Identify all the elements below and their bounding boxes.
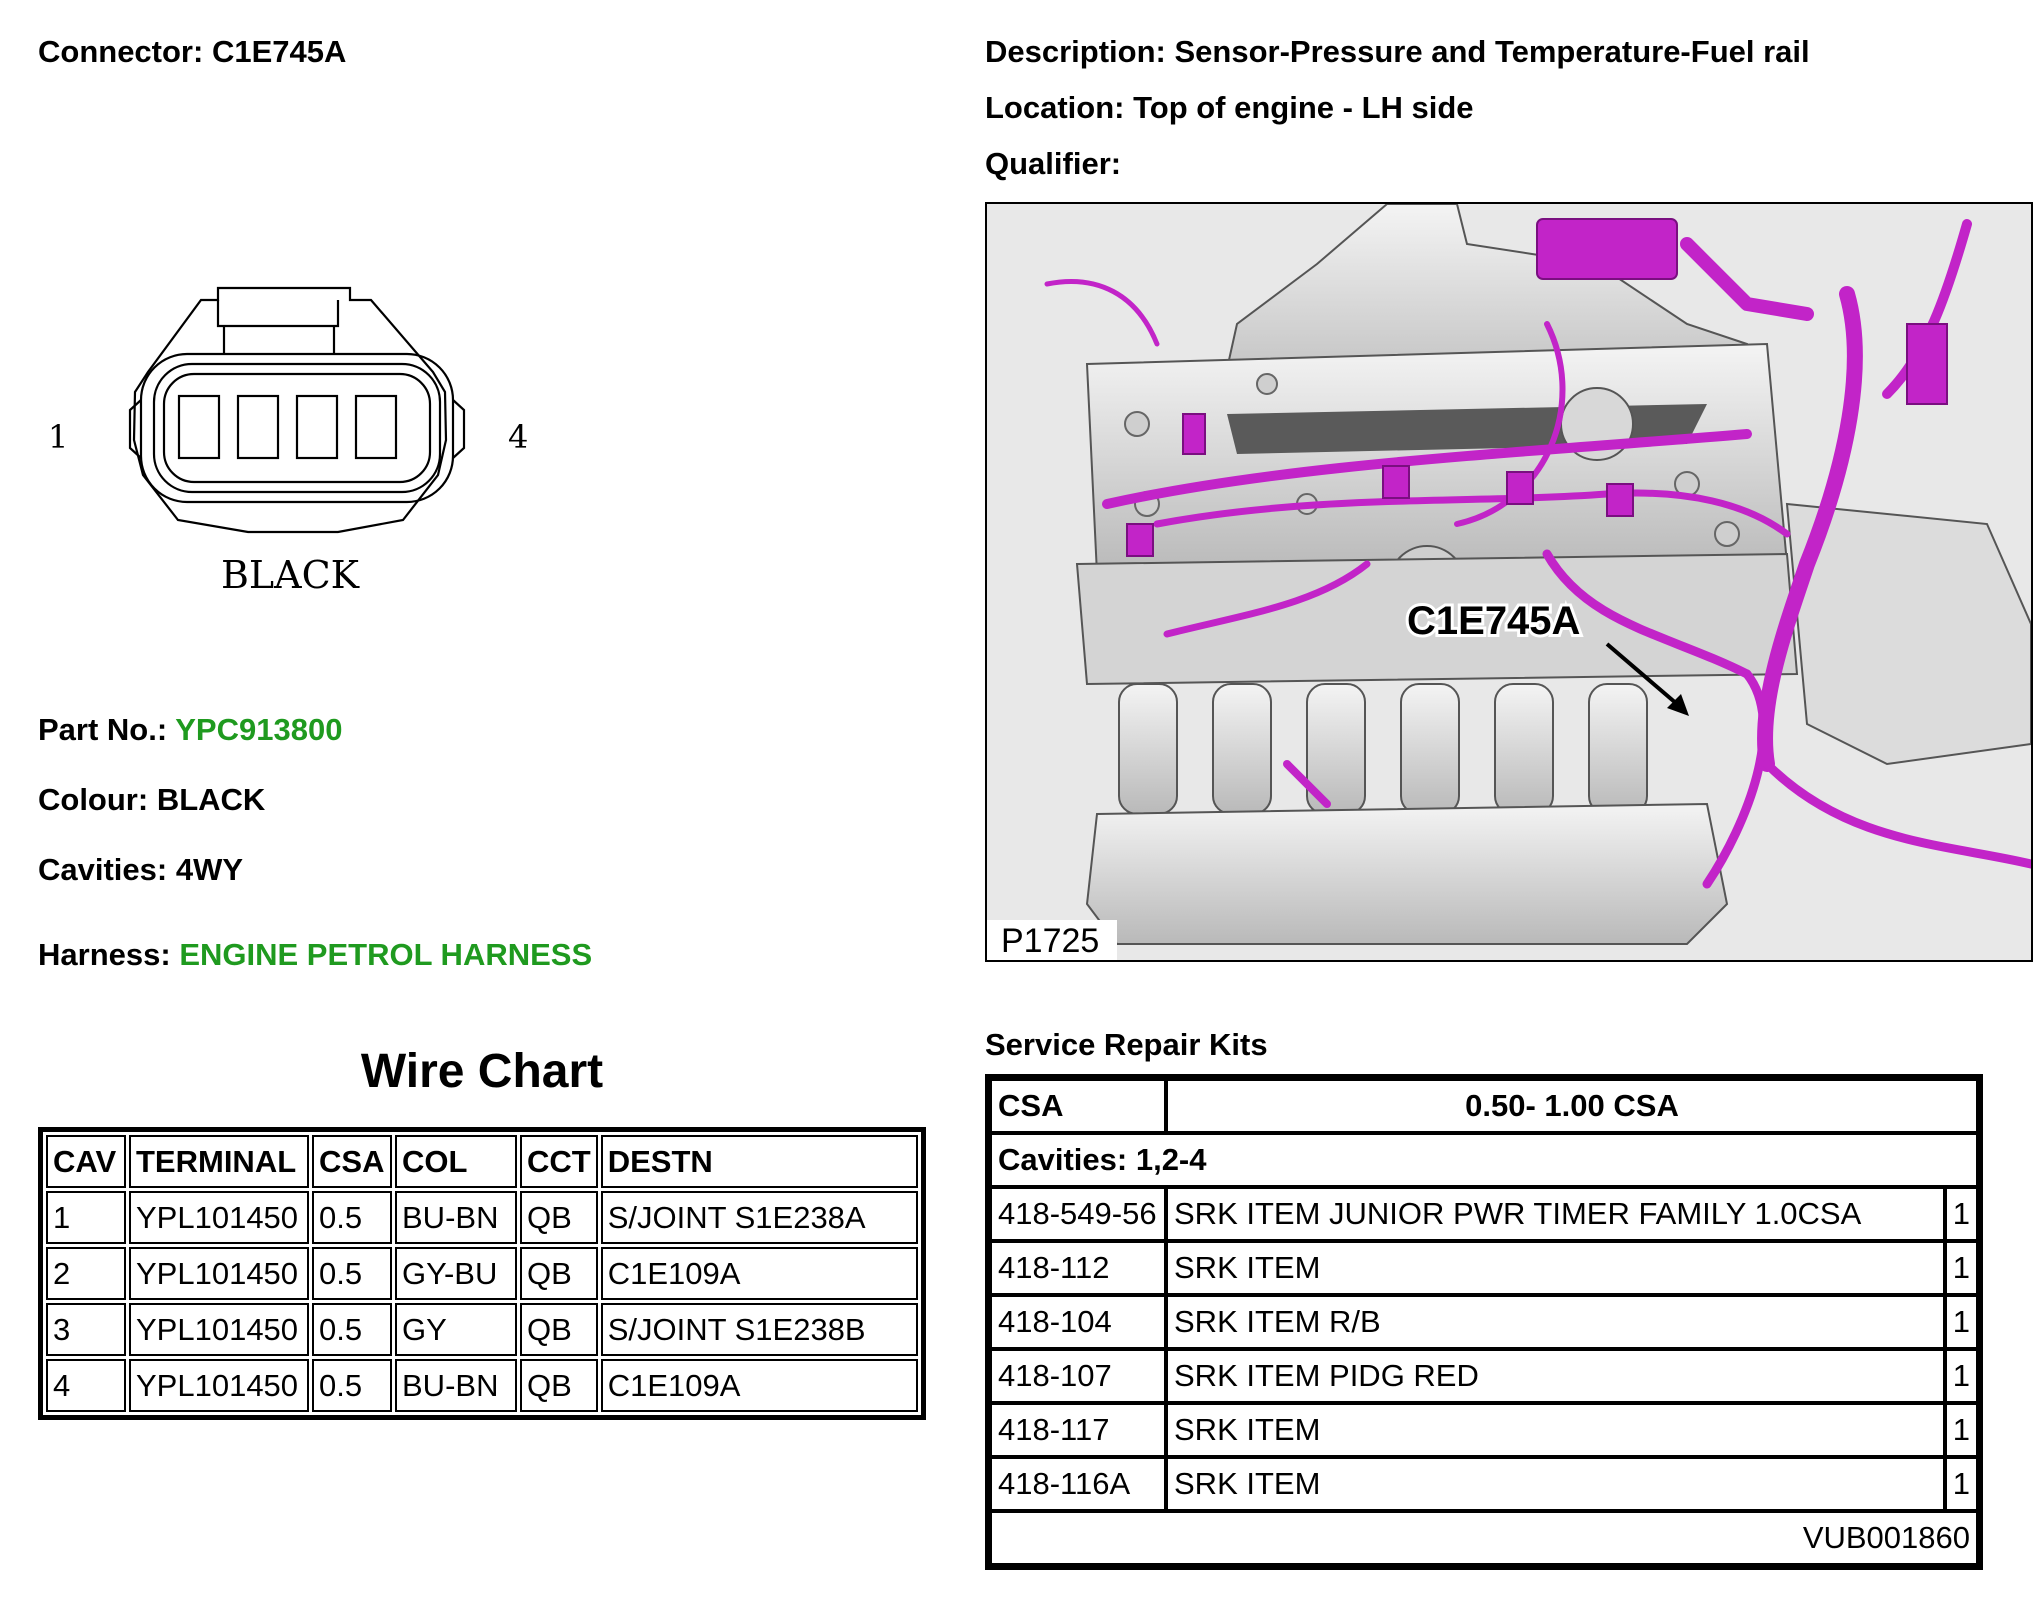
description-line (985, 34, 1810, 70)
kit-qty-cell: 1 (1945, 1403, 1978, 1457)
connector-heading (38, 34, 346, 70)
location-label: Location: (985, 90, 1125, 125)
header-cct: CCT (520, 1135, 598, 1188)
csa-cell: 0.5 (312, 1247, 392, 1300)
csa-cell: 0.5 (312, 1303, 392, 1356)
table-row (46, 1191, 918, 1244)
colour-line (38, 782, 265, 818)
cct-cell: QB (520, 1359, 598, 1412)
location-line (985, 90, 1474, 126)
kit-number-cell: 418-112 (990, 1241, 1166, 1295)
header-terminal: TERMINAL (129, 1135, 309, 1188)
description-label: Description: (985, 34, 1166, 69)
kit-description-cell: SRK ITEM (1166, 1241, 1945, 1295)
csa-value-cell: 0.50- 1.00 CSA (1166, 1079, 1978, 1133)
csa-cell: 0.5 (312, 1359, 392, 1412)
kit-description-cell: SRK ITEM JUNIOR PWR TIMER FAMILY 1.0CSA (1166, 1187, 1945, 1241)
kit-number-cell: 418-107 (990, 1349, 1166, 1403)
cct-cell: QB (520, 1247, 598, 1300)
kit-qty-cell: 1 (1945, 1295, 1978, 1349)
wire-chart-header-row (46, 1135, 918, 1188)
location-value: Top of engine - LH side (1133, 90, 1474, 125)
harness-link[interactable]: ENGINE PETROL HARNESS (179, 937, 593, 972)
csa-label-cell: CSA (990, 1079, 1166, 1133)
cavities-value: 4WY (175, 852, 244, 887)
cav-cell: 3 (46, 1303, 126, 1356)
table-row (990, 1403, 1978, 1457)
kit-number-cell: 418-117 (990, 1403, 1166, 1457)
cavities-line (38, 852, 243, 888)
table-row (990, 1295, 1978, 1349)
destn-cell: S/JOINT S1E238B (601, 1303, 918, 1356)
harness-line (38, 937, 592, 973)
service-kits-title: Service Repair Kits (985, 1027, 1268, 1062)
kit-number-cell: 418-549-56 (990, 1187, 1166, 1241)
col-cell: GY (395, 1303, 517, 1356)
connector-value: C1E745A (211, 34, 347, 69)
table-row (990, 1457, 1978, 1511)
part-number-label: Part No.: (38, 712, 168, 747)
kit-description-cell: SRK ITEM (1166, 1403, 1945, 1457)
col-cell: BU-BN (395, 1359, 517, 1412)
terminal-cell: YPL101450 (129, 1191, 309, 1244)
header-destn: DESTN (601, 1135, 918, 1188)
connector-callout-label: C1E745A (1407, 599, 1581, 643)
table-row (990, 1187, 1978, 1241)
kits-footer-row (990, 1511, 1978, 1565)
part-number-line (38, 712, 342, 748)
table-row (46, 1303, 918, 1356)
kits-cavities-cell: Cavities: 1,2-4 (990, 1133, 1978, 1187)
terminal-cell: YPL101450 (129, 1303, 309, 1356)
table-row (990, 1349, 1978, 1403)
image-code: P1725 (1001, 922, 1100, 960)
table-row (46, 1359, 918, 1412)
csa-row (990, 1079, 1978, 1133)
destn-cell: C1E109A (601, 1247, 918, 1300)
kit-qty-cell: 1 (1945, 1241, 1978, 1295)
connector-colour-text: BLACK (221, 553, 360, 597)
harness-label: Harness: (38, 937, 171, 972)
header-cav: CAV (46, 1135, 126, 1188)
pin-1-label: 1 (48, 418, 69, 456)
kit-description-cell: SRK ITEM R/B (1166, 1295, 1945, 1349)
kit-description-cell: SRK ITEM PIDG RED (1166, 1349, 1945, 1403)
cavities-row (990, 1133, 1978, 1187)
description-value: Sensor-Pressure and Temperature-Fuel rail (1174, 34, 1810, 69)
qualifier-label: Qualifier: (985, 146, 1122, 181)
engine-location-image (985, 202, 2033, 962)
kit-description-cell: SRK ITEM (1166, 1457, 1945, 1511)
destn-cell: S/JOINT S1E238A (601, 1191, 918, 1244)
connector-label: Connector: (38, 34, 204, 69)
wire-chart-table (38, 1127, 926, 1420)
kit-number-cell: 418-104 (990, 1295, 1166, 1349)
connector-face-diagram (38, 270, 558, 610)
col-cell: BU-BN (395, 1191, 517, 1244)
terminal-cell: YPL101450 (129, 1359, 309, 1412)
destn-cell: C1E109A (601, 1359, 918, 1412)
pin-4-label: 4 (508, 418, 529, 456)
kit-number-cell: 418-116A (990, 1457, 1166, 1511)
csa-cell: 0.5 (312, 1191, 392, 1244)
colour-label: Colour: (38, 782, 149, 817)
part-number-link[interactable]: YPC913800 (175, 712, 343, 747)
service-kits-table (985, 1074, 1983, 1570)
header-col: COL (395, 1135, 517, 1188)
col-cell: GY-BU (395, 1247, 517, 1300)
kits-footer-code: VUB001860 (990, 1511, 1978, 1565)
wire-chart-title: Wire Chart (360, 1045, 604, 1098)
header-csa: CSA (312, 1135, 392, 1188)
cct-cell: QB (520, 1303, 598, 1356)
colour-value: BLACK (156, 782, 266, 817)
kit-qty-cell: 1 (1945, 1187, 1978, 1241)
engine-illustration (987, 204, 2031, 960)
cav-cell: 2 (46, 1247, 126, 1300)
cct-cell: QB (520, 1191, 598, 1244)
cavities-label: Cavities: (38, 852, 168, 887)
table-row (990, 1241, 1978, 1295)
kit-qty-cell: 1 (1945, 1457, 1978, 1511)
kit-qty-cell: 1 (1945, 1349, 1978, 1403)
cav-cell: 4 (46, 1359, 126, 1412)
table-row (46, 1247, 918, 1300)
cav-cell: 1 (46, 1191, 126, 1244)
terminal-cell: YPL101450 (129, 1247, 309, 1300)
